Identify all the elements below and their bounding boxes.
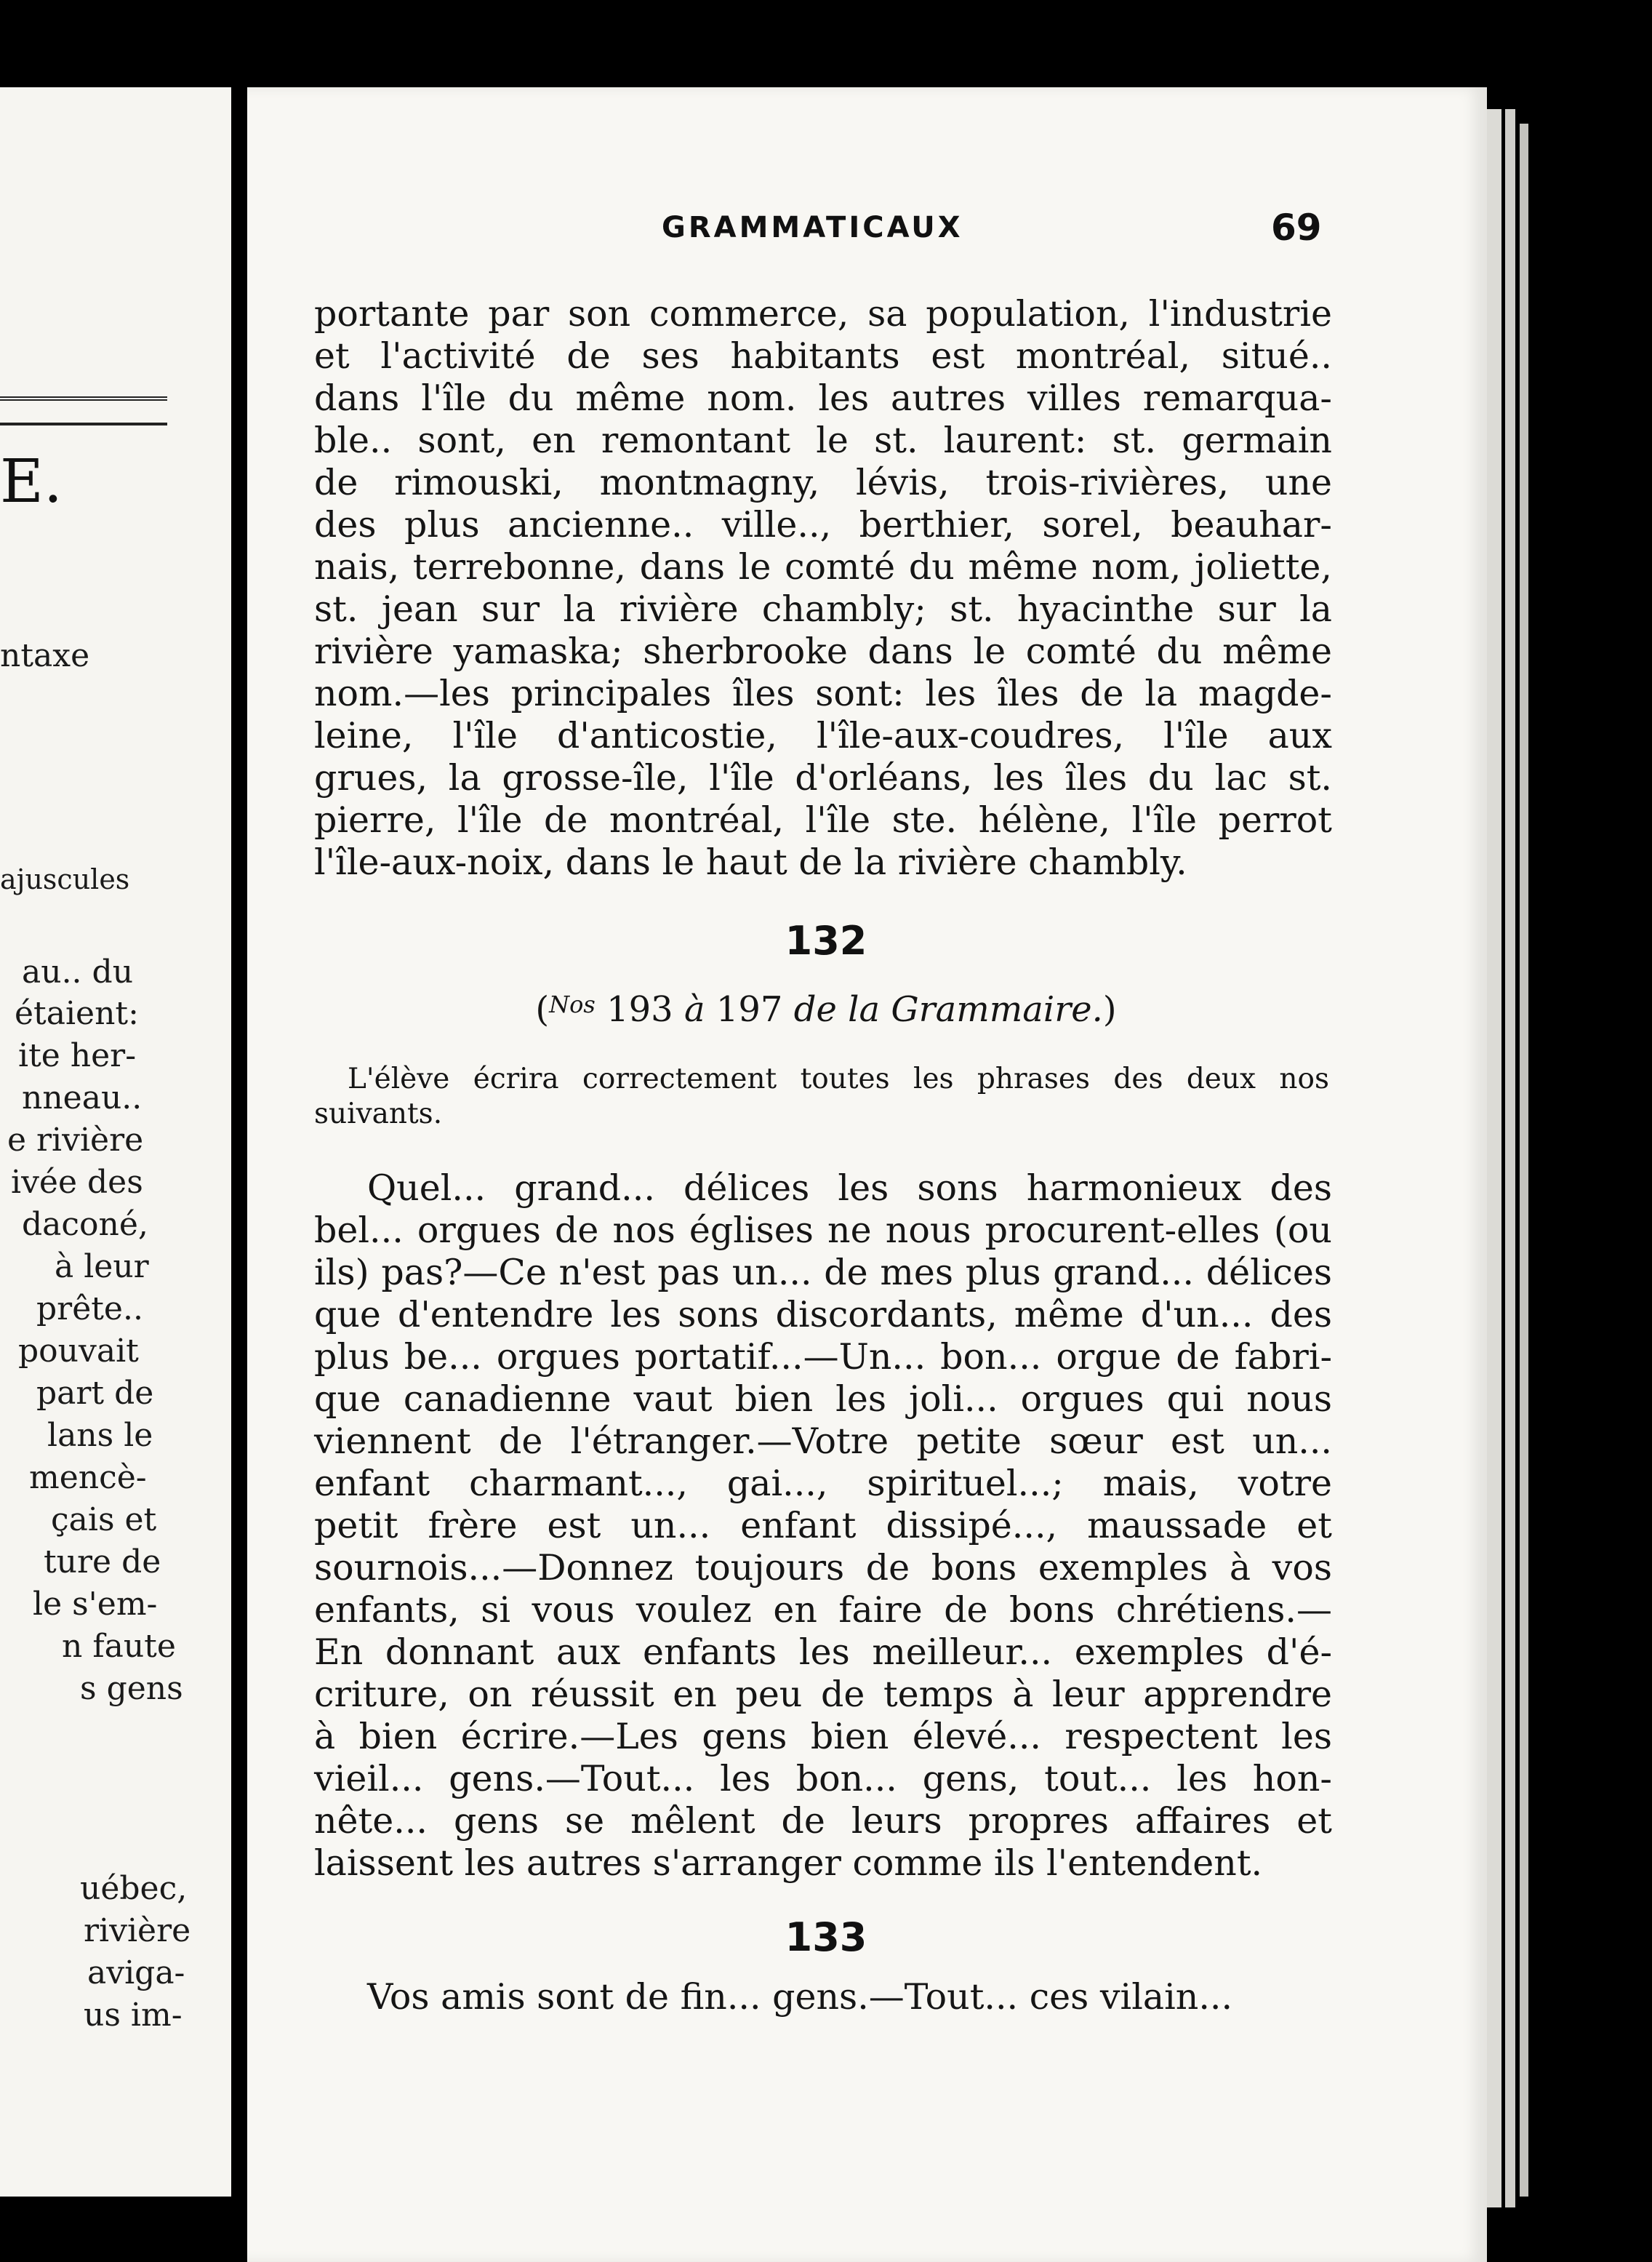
reference-range-end: 197 <box>705 989 794 1030</box>
left-text-fragment: part de <box>36 1375 154 1412</box>
exercise-line: vieil... gens.—Tout... les bon... gens, tout... les hon- <box>314 1758 1332 1799</box>
left-text-fragment: à leur <box>55 1248 149 1285</box>
left-text-fragment: nneau.. <box>22 1079 143 1116</box>
exercise-line: criture, on réussit en peu de temps à leur apprendre <box>314 1674 1332 1715</box>
text-line: grues, la grosse-île, l'île d'orléans, les îles du lac st. <box>314 757 1332 799</box>
exercise-line: à bien écrire.—Les gens bien élevé... respectent les <box>314 1716 1332 1757</box>
text-line: nom.—les principales îles sont: les îles de la magde- <box>314 673 1332 714</box>
section-number: 132 <box>785 918 867 964</box>
page-edge <box>1505 109 1515 2207</box>
left-text-fragment: e rivière <box>7 1122 144 1159</box>
reference-a: à <box>683 989 705 1030</box>
reference-paren: ( <box>535 989 550 1030</box>
page-edge <box>1520 124 1528 2197</box>
grammar-reference <box>0 989 1652 1030</box>
exercise-line: ils) pas?—Ce n'est pas un... de mes plus grand... délices <box>314 1252 1332 1293</box>
exercise-line: sournois...—Donnez toujours de bons exemples à vos <box>314 1547 1332 1588</box>
exercise-line: enfants, si vous voulez en faire de bons chrétiens.— <box>314 1589 1332 1631</box>
exercise-line: laissent les autres s'arranger comme ils l'entendent. <box>314 1842 1263 1884</box>
exercise-line: nête... gens se mêlent de leurs propres affaires et <box>314 1800 1332 1842</box>
reference-paren: ) <box>1102 989 1117 1030</box>
left-text-fragment: étaient: <box>15 995 139 1032</box>
left-text-fragment: au.. du <box>22 954 134 991</box>
section-number: 133 <box>785 1914 867 1960</box>
page-edge <box>1487 109 1501 2207</box>
exercise-line: enfant charmant..., gai..., spirituel...; mais, votre <box>314 1463 1332 1504</box>
text-line: et l'activité de ses habitants est montréal, situé.. <box>314 335 1332 377</box>
left-text-fragment: ture de <box>44 1543 161 1580</box>
left-text-fragment: le s'em- <box>33 1586 158 1623</box>
exercise-line: bel... orgues de nos églises ne nous procurent-elles (ou <box>314 1210 1332 1251</box>
running-header: GRAMMATICAUX <box>662 211 963 244</box>
ornamental-rule <box>0 396 167 425</box>
reference-text: de la Grammaire. <box>793 989 1103 1030</box>
left-text-fragment: daconé, <box>22 1206 148 1243</box>
exercise-line: En donnant aux enfants les meilleur... exemples d'é- <box>314 1631 1332 1673</box>
exercise-line: que d'entendre les sons discordants, même d'un... des <box>314 1294 1332 1335</box>
left-text-fragment: aviga- <box>87 1954 185 1991</box>
text-line: leine, l'île d'anticostie, l'île-aux-coudres, l'île aux <box>314 715 1332 756</box>
text-line: de rimouski, montmagny, lévis, trois-rivières, une <box>314 462 1332 503</box>
left-text-fragment: lans le <box>47 1417 153 1454</box>
left-text-fragment: mencè- <box>29 1459 147 1496</box>
text-line: nais, terrebonne, dans le comté du même nom, joliette, <box>314 546 1332 588</box>
instruction-line: L'élève écrira correctement toutes les phrases des deux nos <box>348 1063 1329 1095</box>
left-text-fragment: ntaxe <box>0 637 90 674</box>
left-text-fragment: us im- <box>84 1997 183 2034</box>
exercise-line: Quel... grand... délices les sons harmonieux des <box>367 1167 1332 1209</box>
left-text-fragment: n faute <box>62 1628 176 1665</box>
text-line: dans l'île du même nom. les autres villes remarqua- <box>314 377 1332 419</box>
reference-nos: Nos <box>549 991 596 1018</box>
left-text-fragment: ite her- <box>18 1037 137 1074</box>
left-text-fragment: çais et <box>51 1501 157 1538</box>
exercise-line: Vos amis sont de fin... gens.—Tout... ces vilain... <box>367 1976 1233 2018</box>
text-line: st. jean sur la rivière chambly; st. hyacinthe sur la <box>314 588 1332 630</box>
exercise-line: viennent de l'étranger.—Votre petite sœur est un... <box>314 1420 1332 1462</box>
previous-page <box>0 87 231 2197</box>
exercise-line: plus be... orgues portatif...—Un... bon... orgue de fabri- <box>314 1336 1332 1378</box>
left-text-fragment: uébec, <box>80 1870 188 1907</box>
left-text-fragment: prête.. <box>36 1290 143 1327</box>
text-line: l'île-aux-noix, dans le haut de la rivière chambly. <box>314 842 1187 883</box>
page-number: 69 <box>1271 207 1322 249</box>
text-line: rivière yamaska; sherbrooke dans le comté du même <box>314 631 1332 672</box>
text-line: pierre, l'île de montréal, l'île ste. hélène, l'île perrot <box>314 799 1332 841</box>
text-line: ble.. sont, en remontant le st. laurent: st. germain <box>314 420 1332 461</box>
exercise-line: que canadienne vaut bien les joli... orgues qui nous <box>314 1378 1332 1420</box>
left-text-fragment: rivière <box>84 1912 191 1949</box>
exercise-line: petit frère est un... enfant dissipé..., maussade et <box>314 1505 1332 1546</box>
left-text-fragment: s gens <box>80 1670 183 1707</box>
text-line: portante par son commerce, sa population, l'industrie <box>314 293 1332 335</box>
reference-range-start: 193 <box>595 989 684 1030</box>
left-heading-fragment: E. <box>0 447 63 516</box>
left-text-fragment: ajuscules <box>0 863 130 895</box>
instruction-line: suivants. <box>314 1098 443 1130</box>
left-text-fragment: ivée des <box>11 1164 143 1201</box>
text-line: des plus ancienne.. ville.., berthier, sorel, beauhar- <box>314 504 1332 545</box>
left-text-fragment: pouvait <box>18 1332 139 1370</box>
